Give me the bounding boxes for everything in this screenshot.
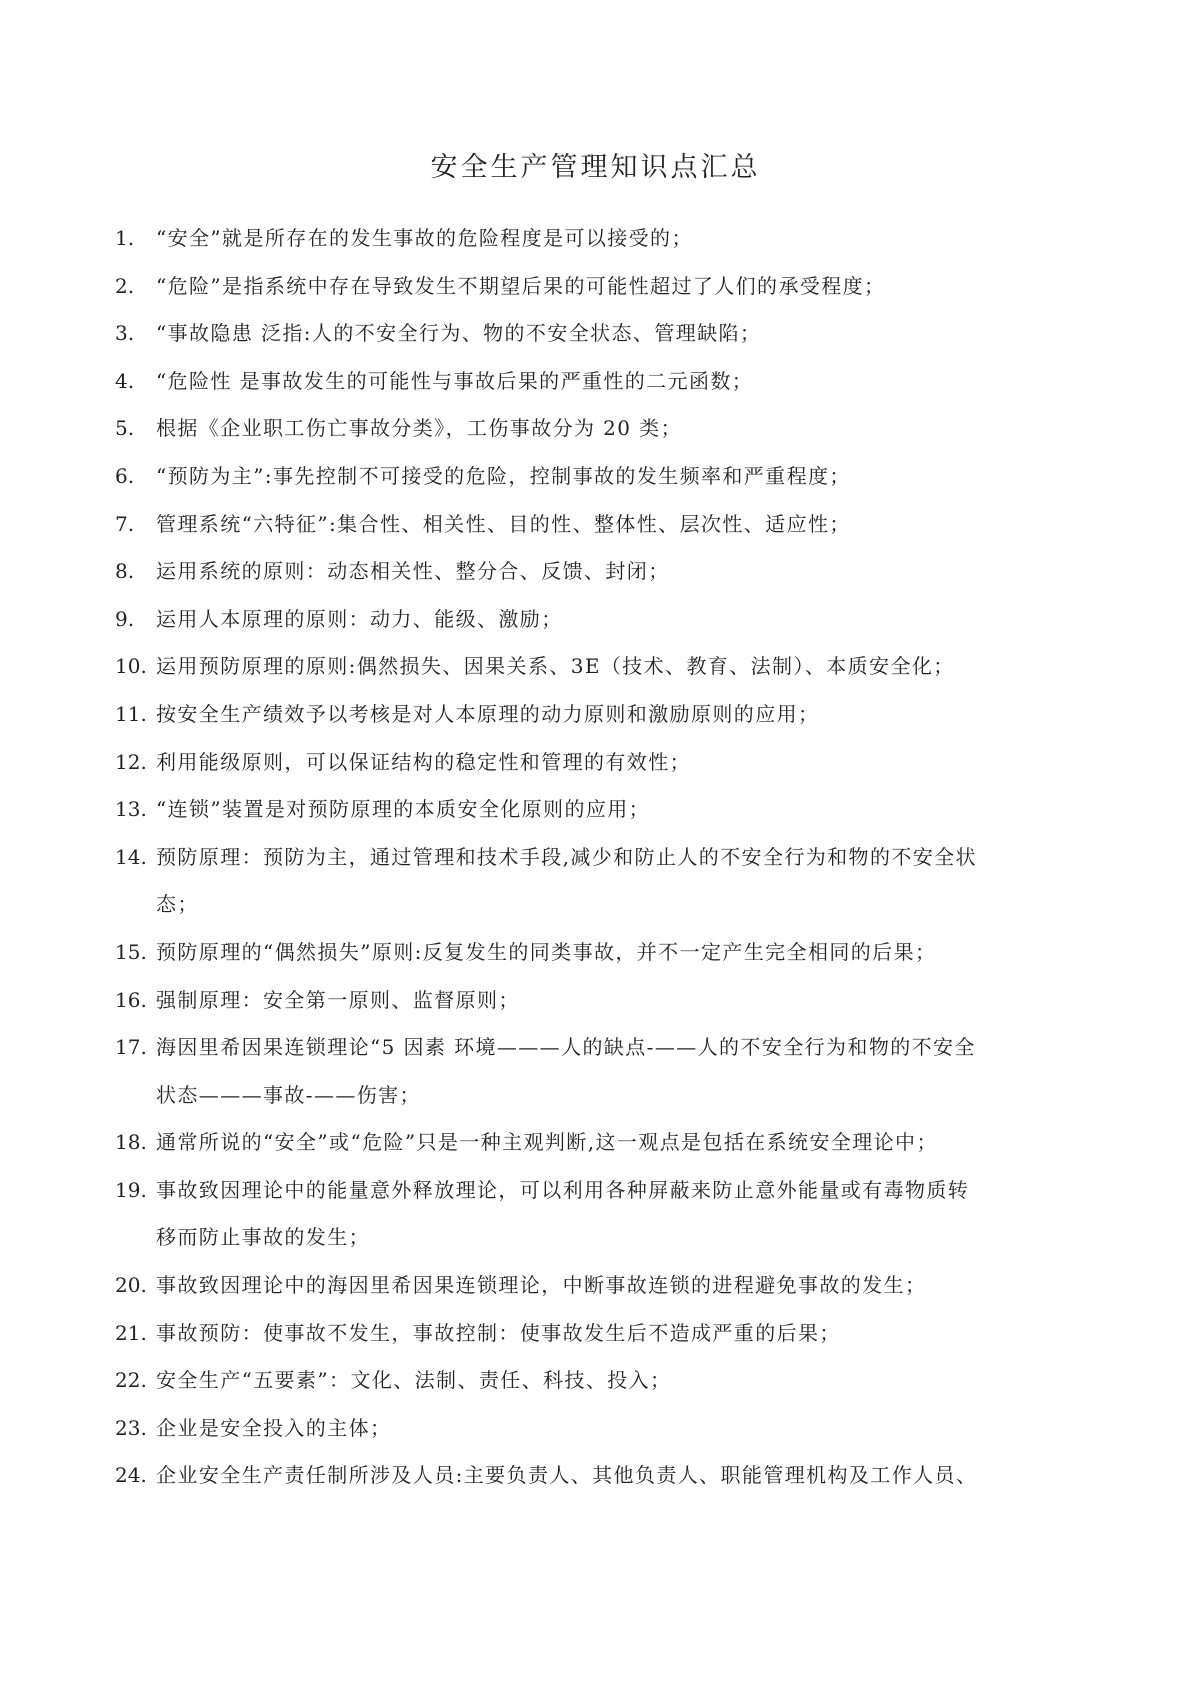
knowledge-point-list: [115, 215, 1100, 1500]
list-item: [115, 1024, 1100, 1119]
item-text-line: 预防原理的“偶然损失”原则:反复发生的同类事故，并不一定产生完全相同的后果；: [156, 939, 937, 964]
item-text: [156, 834, 1100, 929]
list-item: [115, 977, 1100, 1025]
item-text-line: 态；: [156, 892, 199, 917]
item-text: [156, 929, 1100, 977]
list-item: [115, 643, 1100, 691]
item-number: 24.: [115, 1463, 147, 1488]
item-text-line: “安全”就是所存在的发生事故的危险程度是可以接受的；: [156, 226, 693, 250]
item-text-line: 管理系统“六特征”:集合性、相关性、目的性、整体性、层次性、适应性；: [156, 511, 851, 536]
item-text: [156, 786, 1100, 834]
item-number: 8.: [115, 559, 135, 584]
item-text-line: “事故隐患 泛指:人的不安全行为、物的不安全状态、管理缺陷；: [156, 321, 762, 346]
item-text: [156, 405, 1100, 453]
item-number: 6.: [115, 463, 135, 488]
item-text-line: “危险性 是事故发生的可能性与事故后果的严重性的二元函数；: [156, 368, 754, 393]
item-number: 20.: [115, 1273, 147, 1298]
item-text-line: 利用能级原则，可以保证结构的稳定性和管理的有效性；: [156, 749, 691, 774]
item-number: 21.: [115, 1320, 147, 1345]
item-text-line: 运用预防原理的原则:偶然损失、因果关系、3E（技术、教育、法制）、本质安全化；: [156, 654, 955, 679]
item-text-line: “危险”是指系统中存在导致发生不期望后果的可能性超过了人们的承受程度；: [156, 273, 886, 298]
item-text: [156, 1452, 1100, 1500]
list-item: [115, 786, 1100, 834]
item-number: 2.: [115, 273, 135, 298]
item-text-line: 企业安全生产责任制所涉及人员:主要负责人、其他负责人、职能管理机构及工作人员、: [156, 1463, 978, 1488]
item-number: 14.: [115, 844, 147, 869]
item-text: [156, 1024, 1100, 1119]
list-item: [115, 739, 1100, 787]
item-text: [156, 1119, 1100, 1167]
item-text-line: 运用人本原理的原则：动力、能级、激励；: [156, 606, 563, 631]
item-text: [156, 548, 1100, 596]
item-text-line: 移而防止事故的发生；: [156, 1225, 370, 1250]
item-text: [156, 215, 1100, 263]
item-text-line: 企业是安全投入的主体；: [156, 1415, 392, 1440]
item-text-line: 根据《企业职工伤亡事故分类》，工伤事故分为 20 类；: [156, 416, 682, 441]
item-text: [156, 263, 1100, 311]
item-text-line: 海因里希因果连锁理论“5 因素 环境———人的缺点-——人的不安全行为和物的不安全: [156, 1035, 976, 1060]
item-text-line: 事故预防：使事故不发生，事故控制：使事故发生后不造成严重的后果；: [156, 1320, 841, 1345]
item-text: [156, 358, 1100, 406]
item-number: 22.: [115, 1368, 147, 1393]
page-title: 安全生产管理知识点汇总: [430, 152, 761, 183]
list-item: [115, 1405, 1100, 1453]
item-text: [156, 1357, 1100, 1405]
list-item: [115, 929, 1100, 977]
item-text: [156, 1310, 1100, 1358]
item-number: 1.: [115, 226, 135, 250]
item-text: [156, 643, 1100, 691]
item-number: 11.: [115, 701, 147, 726]
item-number: 19.: [115, 1177, 147, 1202]
item-text: [156, 1405, 1100, 1453]
item-number: 18.: [115, 1130, 147, 1155]
list-item: [115, 1119, 1100, 1167]
list-item: [115, 501, 1100, 549]
item-number: 13.: [115, 797, 147, 822]
item-text-line: 通常所说的“安全”或“危险”只是一种主观判断,这一观点是包括在系统安全理论中；: [156, 1130, 938, 1155]
item-text: [156, 310, 1100, 358]
list-item: [115, 1452, 1100, 1500]
list-item: [115, 358, 1100, 406]
item-number: 7.: [115, 511, 135, 536]
item-text-line: 安全生产“五要素”：文化、法制、责任、科技、投入；: [156, 1368, 672, 1393]
list-item: [115, 405, 1100, 453]
item-number: 17.: [115, 1035, 147, 1060]
item-text-line: 事故致因理论中的海因里希因果连锁理论，中断事故连锁的进程避免事故的发生；: [156, 1273, 927, 1298]
item-text: [156, 501, 1100, 549]
item-number: 5.: [115, 416, 135, 441]
item-text-line: 状态———事故-——伤害；: [156, 1082, 421, 1107]
list-item: [115, 1357, 1100, 1405]
list-item: [115, 1167, 1100, 1262]
item-text: [156, 977, 1100, 1025]
list-item: [115, 834, 1100, 929]
list-item: [115, 1310, 1100, 1358]
list-item: [115, 310, 1100, 358]
item-text: [156, 691, 1100, 739]
item-text: [156, 1262, 1100, 1310]
item-text-line: 强制原理：安全第一原则、监督原则；: [156, 987, 520, 1012]
list-item: [115, 548, 1100, 596]
list-item: [115, 691, 1100, 739]
item-number: 15.: [115, 939, 147, 964]
item-text-line: 运用系统的原则：动态相关性、整分合、反馈、封闭；: [156, 559, 670, 584]
item-number: 3.: [115, 321, 135, 346]
list-item: [115, 215, 1100, 263]
item-text-line: 预防原理：预防为主，通过管理和技术手段,减少和防止人的不安全行为和物的不安全状: [156, 844, 977, 869]
item-text-line: “预防为主”:事先控制不可接受的危险，控制事故的发生频率和严重程度；: [156, 463, 851, 488]
item-text-line: 按安全生产绩效予以考核是对人本原理的动力原则和激励原则的应用；: [156, 701, 820, 726]
item-number: 10.: [115, 654, 147, 679]
item-text-line: “连锁”装置是对预防原理的本质安全化原则的应用；: [156, 797, 651, 822]
list-item: [115, 596, 1100, 644]
list-item: [115, 1262, 1100, 1310]
item-text-line: 事故致因理论中的能量意外释放理论，可以利用各种屏蔽来防止意外能量或有毒物质转: [156, 1177, 970, 1202]
item-number: 23.: [115, 1415, 147, 1440]
item-number: 12.: [115, 749, 147, 774]
list-item: [115, 263, 1100, 311]
item-number: 4.: [115, 368, 135, 393]
list-item: [115, 453, 1100, 501]
item-text: [156, 596, 1100, 644]
item-number: 16.: [115, 987, 147, 1012]
item-number: 9.: [115, 606, 135, 631]
item-text: [156, 739, 1100, 787]
item-text: [156, 453, 1100, 501]
item-text: [156, 1167, 1100, 1262]
